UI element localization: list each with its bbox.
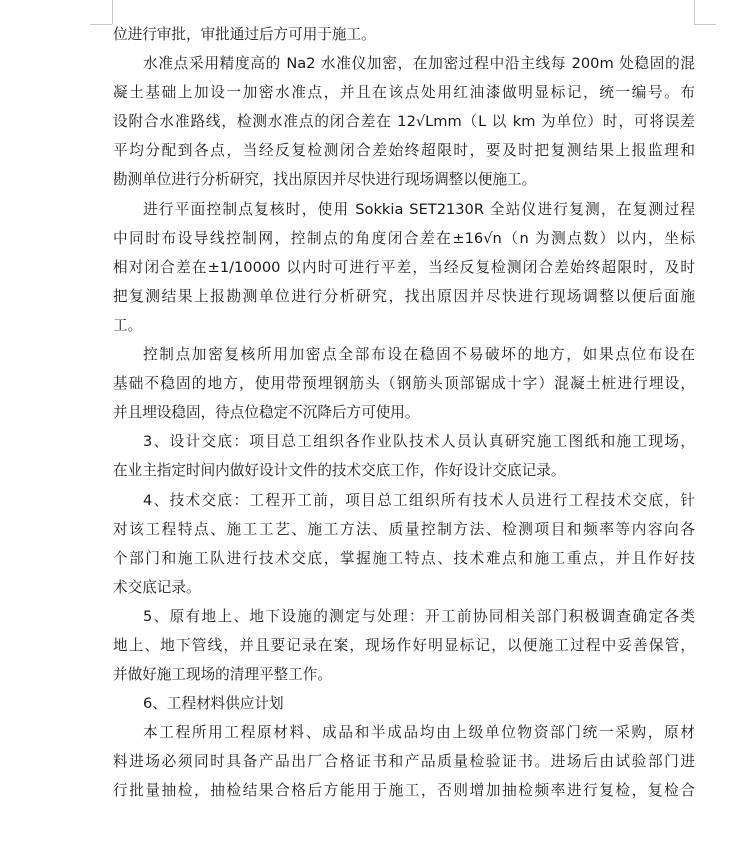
text-line: 凝土基础上加设一加密水准点，并且在该点处用红油漆做明显标记，统一编号。布 — [113, 84, 695, 102]
paragraph — [113, 602, 695, 689]
text-line: 相对闭合差在±1/10000 以内时可进行平差，当经反复检测闭合差始终超限时，及时 — [113, 258, 695, 276]
text-line: 地上、地下管线，并且要记录在案，现场作好明显标记，以便施工过程中妥善保管， — [113, 636, 695, 654]
text-line: 在业主指定时间内做好设计文件的技术交底工作，作好设计交底记录。 — [113, 462, 566, 480]
text-line: 控制点加密复核所用加密点全部布设在稳固不易破坏的地方，如果点位布设在 — [143, 346, 695, 364]
text-line: 本工程所用工程原材料、成品和半成品均由上级单位物资部门统一采购，原材 — [143, 724, 695, 742]
text-line: 6、工程材料供应计划 — [143, 695, 284, 713]
paragraph — [113, 427, 695, 485]
margin-corner-mark-left-h — [90, 24, 112, 25]
text-line: 把复测结果上报勘测单位进行分析研究，找出原因并尽快进行现场调整以便后面施 — [113, 287, 695, 305]
text-line: 料进场必须同时具备产品出厂合格证书和产品质量检验证书。进场后由试验部门进 — [113, 753, 695, 771]
text-line: 中同时布设导线控制网，控制点的角度闭合差在±16√n（n 为测点数）以内，坐标 — [113, 229, 695, 247]
text-line: 并做好施工现场的清理平整工作。 — [113, 666, 332, 684]
margin-corner-mark-right-h — [694, 24, 716, 25]
margin-corner-mark-left — [90, 0, 113, 24]
paragraph — [113, 195, 695, 340]
text-line: 设附合水准路线，检测水准点的闭合差在 12√Lmm（L 以 km 为单位）时，可将误差 — [113, 113, 695, 131]
document-body — [113, 0, 695, 806]
paragraph — [113, 20, 695, 49]
text-line: 水准点采用精度高的 Na2 水准仪加密，在加密过程中沿主线每 200m 处稳固的混 — [143, 55, 695, 73]
paragraph — [113, 486, 695, 602]
text-line: 行批量抽检，抽检结果合格后方能用于施工，否则增加抽检频率进行复检，复检合 — [113, 782, 695, 800]
text-line: 位进行审批，审批通过后方可用于施工。 — [113, 26, 376, 43]
text-line: 5、原有地上、地下设施的测定与处理：开工前协同相关部门积极调查确定各类 — [143, 607, 695, 625]
text-line: 工。 — [113, 316, 143, 334]
paragraph — [113, 340, 695, 427]
text-line: 术交底记录。 — [113, 578, 201, 596]
text-line: 勘测单位进行分析研究，找出原因并尽快进行现场调整以便施工。 — [113, 171, 537, 189]
text-line: 进行平面控制点复核时，使用 Sokkia SET2130R 全站仪进行复测，在复测过程 — [143, 200, 695, 218]
text-line: 对该工程特点、施工工艺、施工方法、质量控制方法、检测项目和频率等内容向各 — [113, 520, 695, 538]
paragraph — [113, 718, 695, 805]
text-line: 个部门和施工队进行技术交底，掌握施工特点、技术难点和施工重点，并且作好技 — [113, 549, 695, 567]
paragraph — [113, 49, 695, 194]
text-line: 基础不稳固的地方，使用带预埋钢筋头（钢筋头顶部锯成十字）混凝土桩进行埋设， — [113, 375, 695, 393]
text-line: 4、技术交底：工程开工前，项目总工组织所有技术人员进行工程技术交底，针 — [143, 491, 695, 509]
paragraph — [113, 689, 695, 718]
text-line: 平均分配到各点，当经反复检测闭合差始终超限时，要及时把复测结果上报监理和 — [113, 142, 695, 160]
text-line: 并且埋设稳固，待点位稳定不沉降后方可使用。 — [113, 404, 420, 422]
text-line: 3、设计交底：项目总工组织各作业队技术人员认真研究施工图纸和施工现场， — [143, 433, 695, 451]
